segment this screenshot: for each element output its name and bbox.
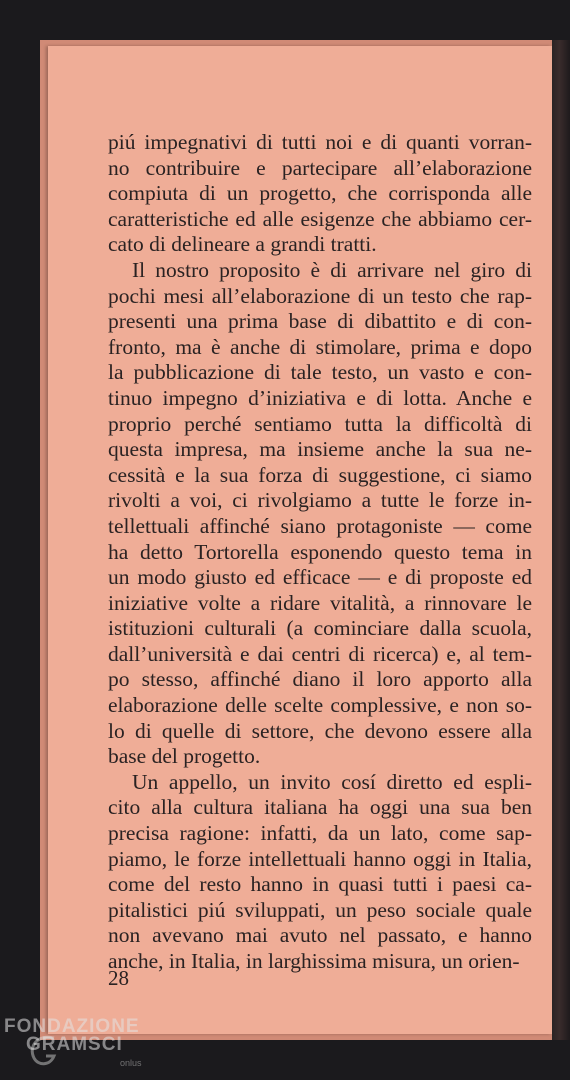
text-line: presenti una prima base di dibattito e di con- [108, 309, 532, 334]
text-line: no contribuire e partecipare all’elaborazione [108, 155, 532, 180]
text-line: cessità e la sua forza di suggestione, ci siamo [108, 462, 532, 487]
watermark-line-3: onlus [120, 1058, 142, 1068]
text-line: iniziative volte a ridare vitalità, a rinnovare le [108, 590, 532, 615]
text-line: dall’università e dai centri di ricerca) e, al tem- [108, 641, 532, 666]
watermark-logo [4, 1016, 154, 1076]
text-line: elaborazione delle scelte complessive, e non so- [108, 693, 532, 718]
text-line: caratteristiche ed alle esigenze che abbiamo cer- [108, 206, 532, 231]
text-line: cato di delineare a grandi tratti. [108, 232, 377, 257]
text-line: come del resto hanno in quasi tutti i paesi ca- [108, 872, 532, 897]
text-line: questa impresa, ma insieme anche la sua ne- [108, 437, 532, 462]
text-line: lo di quelle di settore, che devono essere alla [108, 718, 532, 743]
watermark-line-2: GRAMSCI [26, 1034, 123, 1055]
text-line: ha detto Tortorella esponendo questo tema in [108, 539, 532, 564]
text-line: tellettuali affinché siano protagoniste — come [108, 513, 532, 538]
text-line: base del progetto. [108, 744, 261, 769]
text-line: Un appello, un invito cosí diretto ed espli- [132, 769, 532, 794]
text-line: precisa ragione: infatti, da un lato, come sap- [108, 821, 532, 846]
body-text [108, 130, 532, 975]
text-line: proprio perché sentiamo tutta la difficoltà di [108, 411, 532, 436]
text-line: compiuta di un progetto, che corrisponda alle [108, 181, 532, 206]
text-line: tinuo impegno d’iniziativa e di lotta. Anche e [108, 385, 532, 410]
text-line: fronto, ma è anche di stimolare, prima e dopo [108, 334, 532, 359]
text-line: cito alla cultura italiana ha oggi una sua ben [108, 795, 532, 820]
text-line: un modo giusto ed efficace — e di proposte ed [108, 565, 532, 590]
text-line: rivolti a voi, ci rivolgiamo a tutte le forze in- [108, 488, 532, 513]
watermark-line-1: FONDAZIONE [4, 1016, 140, 1037]
text-line: anche, in Italia, in larghissima misura, un orien- [108, 949, 520, 973]
text-line: la pubblicazione di tale testo, un vasto e con- [108, 360, 532, 385]
page-number: 28 [108, 966, 129, 990]
text-line: piamo, le forze intellettuali hanno oggi in Italia, [108, 846, 532, 871]
text-line: istituzioni culturali (a cominciare dalla scuola, [108, 616, 532, 641]
text-line: pitalistici piú sviluppati, un peso sociale quale [108, 897, 532, 922]
text-line: non avevano mai avuto nel passato, e hanno [108, 923, 532, 948]
text-line: Il nostro proposito è di arrivare nel giro di [132, 257, 532, 282]
text-line: piú impegnativi di tutti noi e di quanti vorran- [108, 130, 532, 154]
book-spine-edge [552, 40, 570, 1040]
text-line: pochi mesi all’elaborazione di un testo che rap- [108, 283, 532, 308]
text-line: po stesso, affinché diano il loro apporto alla [108, 667, 532, 692]
